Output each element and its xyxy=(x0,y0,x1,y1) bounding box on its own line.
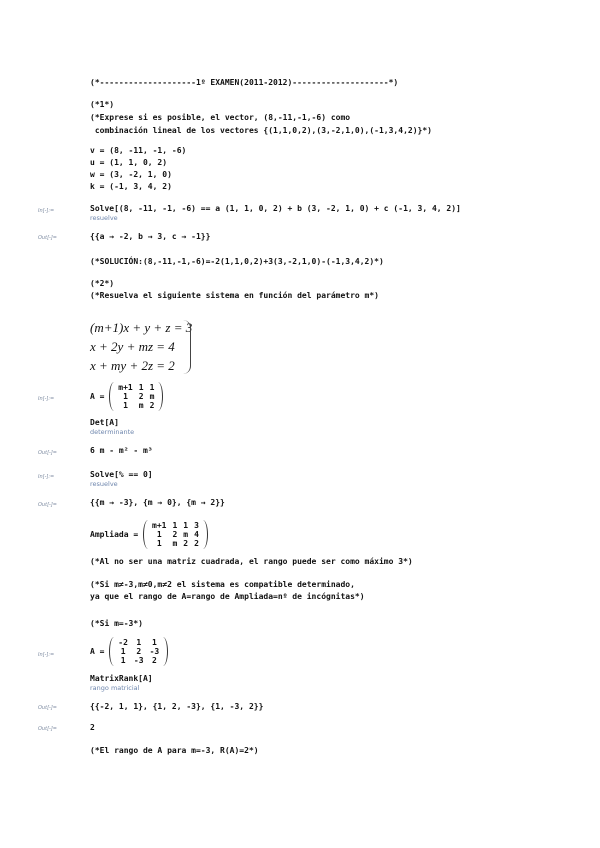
q2-tag: (*2*) xyxy=(90,279,115,288)
cell: 1 xyxy=(156,539,162,548)
a3-output: {{-2, 1, 1}, {1, 2, -3}, {1, -3, 2}} xyxy=(90,702,264,711)
def-u: u = (1, 1, 0, 2) xyxy=(90,158,168,167)
matrix-ampliada-input[interactable] xyxy=(90,520,208,549)
cell: 1 xyxy=(123,401,128,410)
comment-max-rank: (*Al no ser una matriz cuadrada, el rango puede ser como máximo 3*) xyxy=(90,557,413,566)
cell: m+1 xyxy=(118,383,133,392)
out-label: Out[-]= xyxy=(38,726,57,732)
matrix-a3-prefix: A = xyxy=(90,647,105,656)
def-v: v = (8, -11, -1, -6) xyxy=(90,146,187,155)
cell: 1 xyxy=(151,638,157,647)
cell: -3 xyxy=(149,647,160,656)
equation-2: x + 2y + mz = 4 xyxy=(90,339,175,354)
equation-3: x + my + 2z = 2 xyxy=(90,358,175,373)
def-k: k = (-1, 3, 4, 2) xyxy=(90,182,172,191)
cell: 4 xyxy=(194,530,199,539)
det-result: 6 m - m² - m³ xyxy=(90,446,153,455)
comment-compatible-line2: ya que el rango de A=rango de Ampliada=nº de incógnitas*) xyxy=(90,592,365,601)
cell: 3 xyxy=(194,521,199,530)
equation-1: (m+1)x + y + z = 3 xyxy=(90,320,193,335)
cell: m xyxy=(172,539,178,548)
cell: m xyxy=(138,401,144,410)
cell: 1 xyxy=(120,647,126,656)
cell: m+1 xyxy=(152,521,167,530)
q1-statement-line1: (*Exprese si es posible, el vector, (8,-11,-1,-6) como xyxy=(90,113,351,122)
rank-result: 2 xyxy=(90,723,95,732)
rank-hint: rango matricial xyxy=(90,684,140,692)
system-brace xyxy=(182,320,191,374)
matrix-a xyxy=(109,382,163,411)
exam-header: (*--------------------1º EXAMEN(2011-2012)--------------------*) xyxy=(90,78,399,87)
cell: 2 xyxy=(194,539,199,548)
out-label: Out[-]= xyxy=(38,235,57,241)
matrix-a3-input[interactable] xyxy=(90,637,168,666)
cell: 2 xyxy=(149,401,155,410)
solve2-input[interactable]: Solve[% == 0] xyxy=(90,470,153,479)
matrix-a-input[interactable] xyxy=(90,382,163,411)
matrix-a3 xyxy=(109,637,168,666)
cell: -3 xyxy=(133,656,144,665)
out-label: Out[-]= xyxy=(38,502,57,508)
solution-comment: (*SOLUCIÓN:(8,-11,-1,-6)=-2(1,1,0,2)+3(3,-2,1,0)-(-1,3,4,2)*) xyxy=(90,257,384,266)
out-label: Out[-]= xyxy=(38,450,57,456)
final-comment: (*El rango de A para m=-3, R(A)=2*) xyxy=(90,746,259,755)
cell: 2 xyxy=(151,656,157,665)
cell: m xyxy=(149,392,155,401)
equation-system xyxy=(90,318,192,375)
det-hint: determinante xyxy=(90,428,135,436)
in-label: In[-]:= xyxy=(38,208,55,214)
q1-tag: (*1*) xyxy=(90,100,115,109)
rank-input[interactable]: MatrixRank[A] xyxy=(90,674,153,683)
matrix-a-prefix: A = xyxy=(90,392,105,401)
case-tag: (*Si m=-3*) xyxy=(90,619,143,628)
cell: 1 xyxy=(138,383,144,392)
solve-result: {{a → -2, b → 3, c → -1}} xyxy=(90,232,211,241)
matrix-ampliada xyxy=(143,520,208,549)
cell: 2 xyxy=(138,392,144,401)
solve2-result: {{m → -3}, {m → 0}, {m → 2}} xyxy=(90,498,225,507)
def-w: w = (3, -2, 1, 0) xyxy=(90,170,172,179)
cell: -2 xyxy=(118,638,128,647)
cell: m xyxy=(183,530,189,539)
solve-hint: resuelve xyxy=(90,214,118,222)
cell: 1 xyxy=(172,521,178,530)
ampliada-prefix: Ampliada = xyxy=(90,530,139,539)
cell: 1 xyxy=(123,392,128,401)
cell: 1 xyxy=(120,656,126,665)
solve2-hint: resuelve xyxy=(90,480,118,488)
det-input[interactable]: Det[A] xyxy=(90,418,119,427)
cell: 1 xyxy=(136,638,142,647)
cell: 2 xyxy=(136,647,142,656)
q2-statement: (*Resuelva el siguiente sistema en función del parámetro m*) xyxy=(90,291,379,300)
q1-statement-line2: combinación lineal de los vectores {(1,1,0,2),(3,-2,1,0),(-1,3,4,2)}*) xyxy=(90,126,432,135)
solve-input[interactable]: Solve[(8, -11, -1, -6) == a (1, 1, 0, 2) + b (3, -2, 1, 0) + c (-1, 3, 4, 2)] xyxy=(90,204,461,213)
out-label: Out[-]= xyxy=(38,705,57,711)
in-label: In[-]:= xyxy=(38,474,55,480)
cell: 1 xyxy=(149,383,155,392)
in-label: In[-]:= xyxy=(38,396,55,402)
cell: 2 xyxy=(183,539,189,548)
cell: 2 xyxy=(172,530,178,539)
comment-compatible-line1: (*Si m≠-3,m≠0,m≠2 el sistema es compatible determinado, xyxy=(90,580,355,589)
cell: 1 xyxy=(183,521,189,530)
cell: 1 xyxy=(156,530,162,539)
in-label: In[-]:= xyxy=(38,652,55,658)
